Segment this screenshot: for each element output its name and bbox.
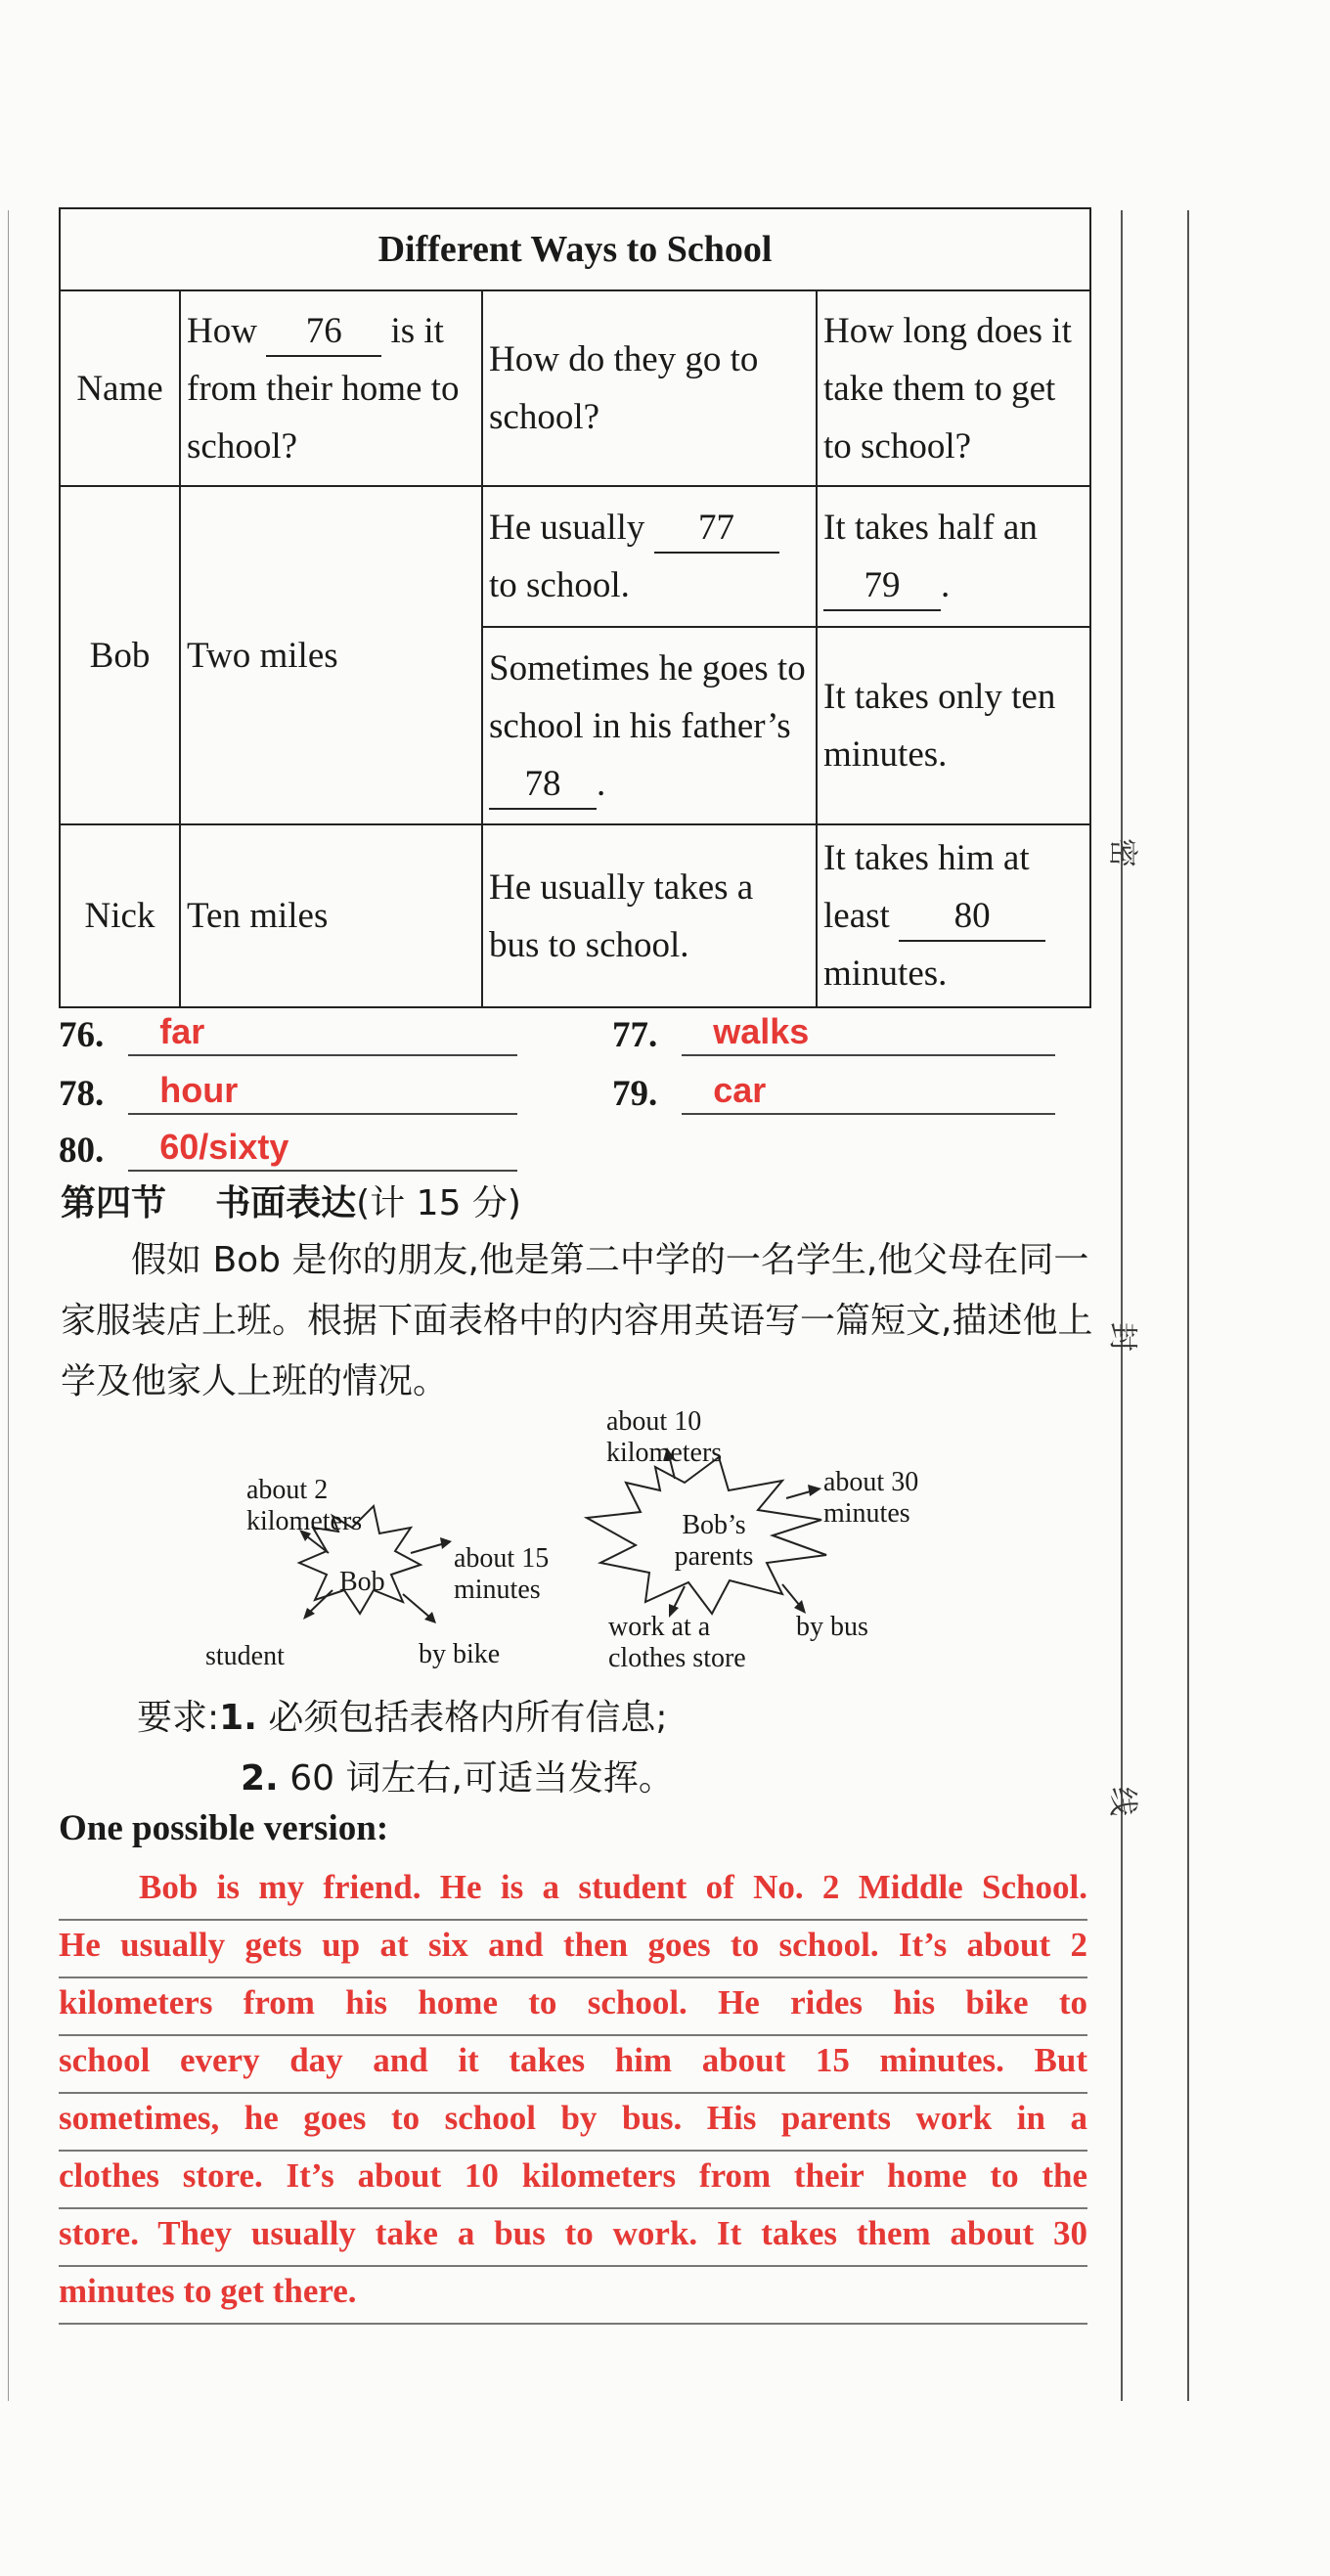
- header-distance: [180, 290, 482, 486]
- section-label: 第四节: [61, 1183, 167, 1223]
- bob-name: Bob: [60, 486, 180, 824]
- answer-77: [612, 1007, 1055, 1056]
- requirement-1-number: 1.: [219, 1698, 257, 1738]
- answer-value: car: [713, 1070, 767, 1110]
- bob-how-1-pre: He usually: [489, 508, 645, 548]
- header-how: How do they go to school?: [482, 290, 817, 486]
- bob-transport-label: by bike: [419, 1639, 501, 1669]
- answer-number: 80.: [59, 1131, 105, 1171]
- answer-number: 79.: [612, 1074, 658, 1114]
- blank-77: 77: [654, 505, 779, 554]
- binding-line-inner: [1121, 210, 1123, 2401]
- section-title: 书面表达: [215, 1183, 357, 1223]
- blank-76: 76: [266, 308, 381, 357]
- answer-value: hour: [159, 1070, 239, 1110]
- header-distance-pre: How: [187, 310, 257, 351]
- answer-78: [59, 1066, 517, 1115]
- nick-time-pre: It takes him at least: [823, 838, 1030, 936]
- binding-line-outer: [1187, 210, 1189, 2401]
- blank-80: 80: [899, 893, 1045, 942]
- requirement-2: [241, 1751, 674, 1800]
- writing-prompt: 假如 Bob 是你的朋友,他是第二中学的一名学生,他父母在同一家服装店上班。根据下面表格中的内容用英语写一篇短文,描述他上学及他家人上班的情况。: [61, 1240, 1093, 1401]
- essay-line-3: kilometers from his home to school. He rides his bike to: [59, 1977, 1087, 2036]
- answer-value: 60/sixty: [159, 1127, 289, 1167]
- answer-79: [612, 1066, 1055, 1115]
- margin-mark-seal: 密: [1105, 838, 1139, 867]
- requirements-label: 要求:: [137, 1698, 220, 1738]
- bob-role-label: student: [205, 1641, 285, 1671]
- answer-value: walks: [713, 1011, 810, 1051]
- answer-80: [59, 1123, 517, 1172]
- bob-time-1: It takes half an 79 .: [817, 486, 1090, 627]
- parents-work-label: work at a clothes store: [608, 1612, 746, 1673]
- essay-line-2: He usually gets up at six and then goes to school. It’s about 2: [59, 1920, 1087, 1978]
- requirement-1-text: 必须包括表格内所有信息;: [268, 1698, 668, 1738]
- margin-mark-close: 封: [1105, 1322, 1139, 1352]
- nick-time-post: minutes.: [823, 954, 948, 994]
- nick-distance: Ten miles: [180, 824, 482, 1007]
- section-score: (计 15 分): [356, 1183, 521, 1223]
- bob-time-1-pre: It takes half an: [823, 508, 1038, 548]
- bob-distance-label: about 2 kilometers: [246, 1475, 363, 1536]
- answer-76: [59, 1007, 517, 1056]
- bob-how-2-pre: Sometimes he goes to school in his father’s: [489, 647, 806, 746]
- bob-time-2: It takes only ten minutes.: [817, 627, 1090, 824]
- nick-name: Nick: [60, 824, 180, 1007]
- essay-title: One possible version:: [59, 1808, 389, 1848]
- table-title: Different Ways to School: [60, 208, 1090, 290]
- left-edge-line: [8, 210, 9, 2401]
- essay-line-8: minutes to get there.: [59, 2266, 1087, 2325]
- bob-distance: Two miles: [180, 486, 482, 824]
- requirement-2-text: 60 词左右,可适当发挥。: [289, 1758, 674, 1799]
- bob-how-1: [482, 486, 817, 627]
- margin-mark-line: 线: [1105, 1787, 1139, 1816]
- essay-line-1: Bob is my friend. He is a student of No. 2 Middle School.: [59, 1862, 1087, 1921]
- blank-79: 79: [823, 562, 941, 611]
- answer-number: 78.: [59, 1074, 105, 1114]
- bob-how-1-post: to school.: [489, 565, 630, 605]
- essay-line-6: clothes store. It’s about 10 kilometers from their home to the: [59, 2151, 1087, 2209]
- section-heading: [61, 1176, 521, 1225]
- essay-line-4: school every day and it takes him about 15 minutes. But: [59, 2035, 1087, 2094]
- parents-center-label: Bob’s parents: [674, 1510, 754, 1572]
- header-name: Name: [60, 290, 180, 486]
- answer-number: 77.: [612, 1015, 658, 1055]
- header-distance-post: is it from their home to school?: [187, 310, 460, 466]
- essay-line-7: store. They usually take a bus to work. It takes them about 30: [59, 2208, 1087, 2267]
- requirement-1: [137, 1690, 667, 1740]
- requirement-2-number: 2.: [241, 1758, 279, 1799]
- parents-transport-label: by bus: [796, 1612, 868, 1642]
- essay-line-5: sometimes, he goes to school by bus. His parents work in a: [59, 2093, 1087, 2152]
- bob-center-label: Bob: [339, 1567, 385, 1597]
- blank-78: 78: [489, 761, 597, 810]
- parents-time-label: about 30 minutes: [823, 1467, 919, 1529]
- header-howlong: How long does it take them to get to school?: [817, 290, 1090, 486]
- parents-distance-label: about 10 kilometers: [606, 1406, 723, 1468]
- answer-number: 76.: [59, 1015, 105, 1055]
- nick-how: He usually takes a bus to school.: [482, 824, 817, 1007]
- bob-how-2: Sometimes he goes to school in his father’s 78 .: [482, 627, 817, 824]
- answer-value: far: [159, 1011, 205, 1051]
- ways-to-school-table: [59, 207, 1091, 1008]
- bob-time-label: about 15 minutes: [454, 1543, 550, 1605]
- nick-time: [817, 824, 1090, 1007]
